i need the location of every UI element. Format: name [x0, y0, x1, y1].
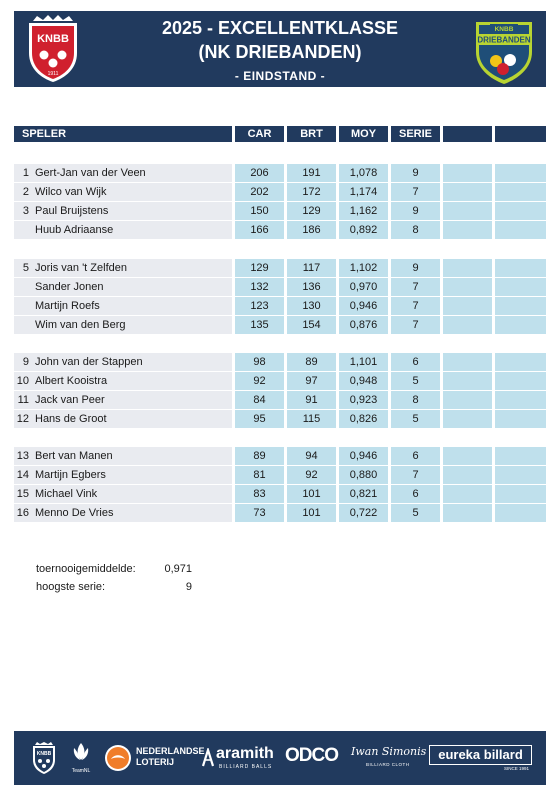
car-cell: 150	[235, 202, 284, 220]
empty-cell	[495, 391, 546, 409]
table-row	[14, 447, 546, 466]
serie-cell: 9	[391, 164, 440, 182]
svg-text:1911: 1911	[47, 71, 59, 77]
player-name: Jack van Peer	[35, 394, 105, 406]
player-name: Albert Kooistra	[35, 375, 108, 387]
brt-cell: 94	[287, 447, 336, 465]
column-header: SERIE	[391, 126, 440, 142]
table-row	[14, 221, 546, 240]
svg-text:KNBB: KNBB	[494, 26, 514, 33]
header-banner	[14, 11, 546, 87]
summary-label: toernooigemiddelde:	[36, 563, 136, 575]
driebanden-badge-logo	[472, 16, 536, 86]
serie-cell: 5	[391, 372, 440, 390]
knbb-shield-logo	[24, 15, 82, 83]
svg-text:KNBB: KNBB	[37, 33, 69, 45]
column-header	[495, 126, 546, 142]
moy-cell: 1,078	[339, 164, 388, 182]
empty-cell	[495, 410, 546, 428]
empty-cell	[443, 353, 492, 371]
teamnl-logo	[70, 740, 92, 776]
serie-cell: 8	[391, 391, 440, 409]
serie-cell: 5	[391, 504, 440, 522]
empty-cell	[443, 202, 492, 220]
moy-cell: 1,174	[339, 183, 388, 201]
table-row	[14, 410, 546, 429]
rank-cell: 11	[17, 394, 29, 406]
moy-cell: 0,826	[339, 410, 388, 428]
player-name: Menno De Vries	[35, 507, 114, 519]
moy-cell: 1,101	[339, 353, 388, 371]
car-cell: 81	[235, 466, 284, 484]
player-name: Bert van Manen	[35, 450, 113, 462]
car-cell: 135	[235, 316, 284, 334]
brt-cell: 136	[287, 278, 336, 296]
loterij-name: NEDERLANDSE LOTERIJ	[136, 746, 205, 767]
aramith-tagline: BILLIARD BALLS	[219, 764, 273, 770]
table-row	[14, 202, 546, 221]
summary-value: 9	[185, 581, 192, 593]
rank-cell: 10	[16, 375, 29, 387]
table-row	[14, 183, 546, 202]
table-row	[14, 297, 546, 316]
rank-cell: 1	[22, 167, 29, 179]
empty-cell	[495, 164, 546, 182]
brt-cell: 172	[287, 183, 336, 201]
table-row	[14, 278, 546, 297]
serie-cell: 7	[391, 316, 440, 334]
empty-cell	[443, 183, 492, 201]
page-title: 2025 - EXCELLENTKLASSE	[161, 18, 399, 38]
empty-cell	[443, 221, 492, 239]
brt-cell: 92	[287, 466, 336, 484]
rank-cell: 9	[22, 356, 29, 368]
player-name: Martijn Egbers	[35, 469, 106, 481]
column-header: CAR	[235, 126, 284, 142]
car-cell: 129	[235, 259, 284, 277]
odco-logo: ODCO	[285, 745, 338, 766]
empty-cell	[495, 259, 546, 277]
moy-cell: 0,821	[339, 485, 388, 503]
serie-cell: 7	[391, 297, 440, 315]
serie-cell: 5	[391, 410, 440, 428]
summary-line	[36, 581, 192, 593]
moy-cell: 0,948	[339, 372, 388, 390]
moy-cell: 0,946	[339, 297, 388, 315]
player-name: Huub Adriaanse	[35, 224, 114, 236]
serie-cell: 6	[391, 353, 440, 371]
simonis-logo: Iwan Simonis	[351, 745, 427, 758]
empty-cell	[443, 504, 492, 522]
empty-cell	[495, 183, 546, 201]
standings-label: - EINDSTAND -	[234, 69, 326, 83]
car-cell: 89	[235, 447, 284, 465]
brt-cell: 129	[287, 202, 336, 220]
eureka-tagline: SINCE 1991	[504, 766, 530, 771]
svg-text:DRIEBANDEN: DRIEBANDEN	[477, 35, 531, 45]
empty-cell	[443, 316, 492, 334]
empty-cell	[495, 485, 546, 503]
player-name: John van der Stappen	[35, 356, 143, 368]
brt-cell: 101	[287, 504, 336, 522]
brt-cell: 186	[287, 221, 336, 239]
table-row	[14, 485, 546, 504]
empty-cell	[443, 278, 492, 296]
empty-cell	[495, 447, 546, 465]
serie-cell: 8	[391, 221, 440, 239]
brt-cell: 191	[287, 164, 336, 182]
empty-cell	[443, 410, 492, 428]
car-cell: 206	[235, 164, 284, 182]
brt-cell: 97	[287, 372, 336, 390]
serie-cell: 9	[391, 202, 440, 220]
rank-cell: 2	[22, 186, 29, 198]
brt-cell: 101	[287, 485, 336, 503]
player-name: Martijn Roefs	[35, 300, 100, 312]
aramith-name: aramith	[216, 745, 274, 762]
knbb-footer-logo	[31, 742, 57, 774]
car-cell: 83	[235, 485, 284, 503]
svg-text:KNBB: KNBB	[36, 751, 52, 757]
table-row	[14, 164, 546, 183]
rank-cell: 13	[16, 450, 29, 462]
serie-cell: 6	[391, 447, 440, 465]
car-cell: 166	[235, 221, 284, 239]
rank-cell: 15	[16, 488, 29, 500]
player-name: Wilco van Wijk	[35, 186, 107, 198]
car-cell: 84	[235, 391, 284, 409]
table-row	[14, 316, 546, 335]
empty-cell	[495, 466, 546, 484]
empty-cell	[495, 504, 546, 522]
empty-cell	[495, 297, 546, 315]
car-cell: 95	[235, 410, 284, 428]
brt-cell: 117	[287, 259, 336, 277]
serie-cell: 7	[391, 183, 440, 201]
serie-cell: 7	[391, 278, 440, 296]
serie-cell: 7	[391, 466, 440, 484]
car-cell: 98	[235, 353, 284, 371]
car-cell: 92	[235, 372, 284, 390]
brt-cell: 154	[287, 316, 336, 334]
brt-cell: 130	[287, 297, 336, 315]
page-subtitle: (NK DRIEBANDEN)	[198, 42, 362, 62]
empty-cell	[443, 447, 492, 465]
car-cell: 202	[235, 183, 284, 201]
loterij-logo-icon	[104, 744, 132, 772]
empty-cell	[443, 297, 492, 315]
empty-cell	[443, 391, 492, 409]
rank-cell: 5	[22, 262, 29, 274]
column-header: MOY	[339, 126, 388, 142]
moy-cell: 0,892	[339, 221, 388, 239]
brt-cell: 91	[287, 391, 336, 409]
summary-label: hoogste serie:	[36, 581, 106, 593]
rank-cell: 14	[16, 469, 29, 481]
empty-cell	[443, 372, 492, 390]
car-cell: 123	[235, 297, 284, 315]
summary-line	[36, 563, 192, 575]
empty-cell	[443, 466, 492, 484]
empty-cell	[495, 353, 546, 371]
rank-cell: 3	[22, 205, 29, 217]
column-header: BRT	[287, 126, 336, 142]
moy-cell: 1,162	[339, 202, 388, 220]
brt-cell: 115	[287, 410, 336, 428]
table-row	[14, 353, 546, 372]
empty-cell	[495, 316, 546, 334]
table-row	[14, 372, 546, 391]
table-row	[14, 466, 546, 485]
simonis-tagline: BILLIARD CLOTH	[366, 762, 410, 767]
sponsor-footer	[14, 731, 546, 785]
svg-text:TeamNL: TeamNL	[71, 768, 91, 774]
car-cell: 132	[235, 278, 284, 296]
empty-cell	[443, 259, 492, 277]
column-header	[443, 126, 492, 142]
empty-cell	[495, 202, 546, 220]
rank-cell: 12	[16, 413, 29, 425]
player-name: Gert-Jan van der Veen	[35, 167, 146, 179]
moy-cell: 0,880	[339, 466, 388, 484]
table-row	[14, 504, 546, 523]
column-header: SPELER	[14, 126, 232, 142]
car-cell: 73	[235, 504, 284, 522]
rank-cell: 16	[16, 507, 29, 519]
moy-cell: 0,876	[339, 316, 388, 334]
moy-cell: 0,923	[339, 391, 388, 409]
empty-cell	[495, 221, 546, 239]
moy-cell: 1,102	[339, 259, 388, 277]
table-row	[14, 391, 546, 410]
serie-cell: 6	[391, 485, 440, 503]
serie-cell: 9	[391, 259, 440, 277]
empty-cell	[495, 372, 546, 390]
empty-cell	[443, 485, 492, 503]
moy-cell: 0,722	[339, 504, 388, 522]
player-name: Paul Bruijstens	[35, 205, 109, 217]
summary-value: 0,971	[164, 563, 192, 575]
moy-cell: 0,970	[339, 278, 388, 296]
player-name: Joris van 't Zelfden	[35, 262, 127, 274]
player-name: Michael Vink	[35, 488, 98, 500]
player-name: Hans de Groot	[35, 413, 107, 425]
eureka-logo: eureka billard	[429, 745, 532, 765]
empty-cell	[495, 278, 546, 296]
moy-cell: 0,946	[339, 447, 388, 465]
player-name: Wim van den Berg	[35, 319, 126, 331]
empty-cell	[443, 164, 492, 182]
aramith-icon	[201, 748, 215, 768]
brt-cell: 89	[287, 353, 336, 371]
table-row	[14, 259, 546, 278]
player-name: Sander Jonen	[35, 281, 104, 293]
